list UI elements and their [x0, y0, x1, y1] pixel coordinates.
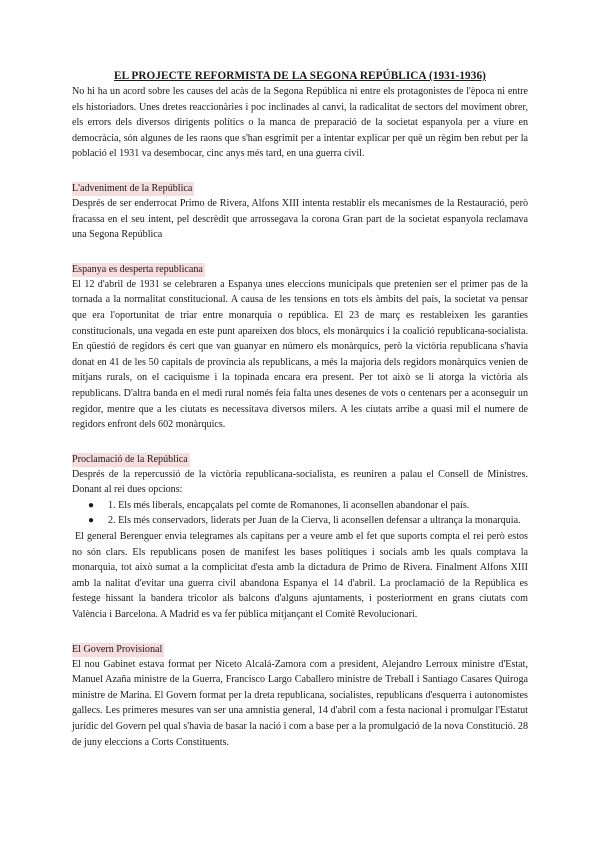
option-text: 2. Els més conservadors, liderats per Juan de la Cierva, li aconsellen defensar a ultrança la monarquia. [108, 515, 521, 527]
list-item [86, 498, 528, 514]
bullet-icon: ● [88, 515, 95, 527]
options-list [72, 498, 528, 529]
bullet-icon: ● [88, 499, 95, 511]
section-heading: L'adveniment de la República [72, 182, 193, 194]
section-paragraph: Després de ser enderrocat Primo de Rivera, Alfons XIII intenta restablir els mecanismes de la Restauració, però fracassa en el seu intent, pel descrèdit que arrossegava la corona Gran part de la societat espanyola reclamava una Segona República [72, 197, 528, 241]
section-heading: Proclamació de la República [72, 453, 188, 465]
section-adveniment [72, 178, 528, 243]
section-heading: El Govern Provisional [72, 643, 163, 655]
option-text: 1. Els més liberals, encapçalats pel comte de Romanones, li aconsellen abandonar el país. [108, 499, 470, 511]
section-heading: Espanya es desperta republicana [72, 263, 203, 275]
document-title: EL PROJECTE REFORMISTA DE LA SEGONA REPÚBLICA (1931-1936) [114, 70, 486, 82]
section-proclamacio [72, 449, 528, 623]
section-paragraph: El nou Gabinet estava format per Niceto Alcalá-Zamora com a president, Alejandro Lerroux ministre d'Estat, Manuel Azaña ministre de la Guerra, Francisco Largo Caballero ministre de Treball i Santiago Casares Quiroga ministre de Marina. El Govern format per la dreta republicana, socialistes, republicans d'esquerra i autonomistes gallecs. Les primeres mesures van ser una amnistia general, 14 d'abril com a festa nacional i promulgar l'Estatut jurídic del Govern pel qual s'havia de basar la nació i com a base per a la promulgació de la nova Constitució. 28 de juny eleccions a Corts Constituents. [72, 658, 528, 748]
section-govern [72, 639, 528, 751]
section-paragraph: El 12 d'abril de 1931 se celebraren a Espanya unes eleccions municipals que pretenien ser el primer pas de la tornada a la normalitat constitucional. A causa de les tensions en tots els àmbits del país, la societat va pensar que era l'oportunitat de triar entre monarquia o república. El 23 de març es restableixen les garanties constitucionals, una vegada en este punt apareixen dos blocs, els monàrquics i la coalició republicana-socialista. En qüestió de regidors és cert que van guanyar en número els monàrquics, però la victòria republicana s'havia donat en 41 de les 50 capitals de província als republicans, a més la majoria dels regidors monàrquics venien de mitjans rurals, on el caciquisme i la topinada encara era present. Per tot això se li atorga la victòria als republicans. D'altra banda en el medi rural només feia falta unes desenes de vots o centenars per a aconseguir un regidor, mentre que a les ciutats es necessitava diversos milers. A les ciutats arribe a quasi mil el numere de regidors enfront dels 602 monàrquics. [72, 278, 528, 431]
list-item [86, 513, 528, 529]
intro-paragraph: No hi ha un acord sobre les causes del acàs de la Segona República ni entre els protagonistes de l'època ni entre els historiadors. Unes dretes reaccionàries i poc inclinades al canvi, la radicalitat de sectors del moviment obrer, els errors dels diversos dirigents polítics o la manca de preparació de la societat espanyola per a viure en democràcia, són algunes de les raons que s'han esgrimit per a intentar explicar per què un règim ben rebut per la població el 1931 va desembocar, cinc anys més tard, en una guerra civil. [72, 86, 528, 160]
section-paragraph: Després de la repercussió de la victòria republicana-socialista, es reuniren a palau el Consell de Ministres. Donant al rei dues opcions: [72, 468, 528, 496]
section-espanya [72, 259, 528, 433]
section-paragraph: El general Berenguer envia telegrames als capitans per a veure amb el fet que suports compta el rei però estos no són clars. Els republicans posen de manifest les bases polítiques i socials amb les quals comptava la monarquia, tot això sumat a la complicitat d'esta amb la dictadura de Primo de Rivera. Finalment Alfons XIII amb la nalitat d'evitar una guerra civil abandona Espanya el 14 d'abril. La proclamació de la República es festege hissant la bandera tricolor als balcons d'alguns ajuntaments, i posteriorment en grans ciutats com València i Barcelona. A Madrid es va fer pública mitjançant el Comitè Revolucionari. [72, 531, 528, 621]
